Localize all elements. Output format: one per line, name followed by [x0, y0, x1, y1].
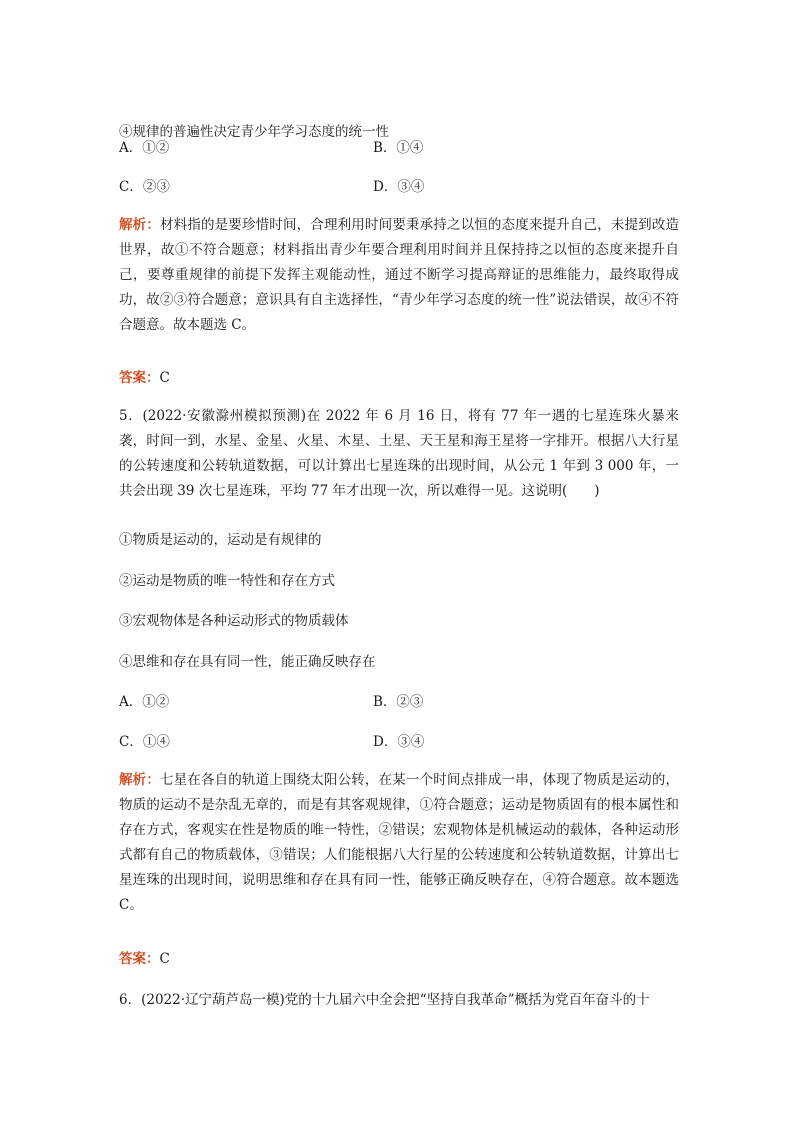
q5-item-2: ②运动是物质的唯一特性和存在方式 [119, 573, 335, 589]
q4-option-d: D．③④ [373, 179, 425, 195]
q4-option-b: B．①④ [373, 140, 424, 156]
q4-analysis-label: 解析： [119, 217, 160, 233]
q4-options-row-1 [119, 138, 679, 158]
q5-analysis [119, 768, 679, 918]
q5-options-row-1 [119, 692, 679, 712]
q5-option-a: A．①② [119, 694, 170, 710]
q5-options-row-2 [119, 732, 679, 752]
q4-analysis [119, 213, 679, 338]
q6-stem: 6．(2022·辽宁葫芦岛一模)党的十九届六中全会把“坚持自我革命”概括为党百年奋斗的十 [119, 992, 650, 1008]
q5-option-c: C．①④ [119, 734, 170, 750]
q5-stem: 5．(2022·安徽滁州模拟预测)在 2022 年 6 月 16 日，将有 77 年一遇的七星连珠火暴来袭，时间一到，水星、金星、火星、木星、土星、天王星和海王星将一字排开。根据八大行星的公转速度和公转轨道数据，可以计算出七星连珠的出现时间，从公元 1 年到 3 000 年，一共会出现 39 次七星连珠，平均 77 年才出现一次，所以难得一见。这说明( ) [119, 408, 679, 499]
q4-option-c: C．②③ [119, 179, 170, 195]
q5-item-4: ④思维和存在具有同一性，能正确反映存在 [119, 654, 376, 670]
q5-analysis-text: 七星在各自的轨道上围绕太阳公转，在某一个时间点排成一串，体现了物质是运动的，物质的运动不是杂乱无章的，而是有其客观规律，①符合题意；运动是物质固有的根本属性和存在方式，客观实在性是物质的唯一特性，②错误；宏观物体是机械运动的载体，各种运动形式都有自己的物质载体，③错误；人们能根据八大行星的公转速度和公转轨道数据，计算出七星连珠的出现时间，说明思维和存在具有同一性，能够正确反映存在，④符合题意。故本题选 C。 [119, 772, 680, 913]
q5-item-1: ①物质是运动的，运动是有规律的 [119, 532, 322, 548]
q5-answer-value: C [159, 951, 170, 967]
q5-option-b: B．②③ [373, 694, 424, 710]
q5-analysis-label: 解析： [119, 772, 160, 788]
q4-answer-label: 答案： [119, 370, 160, 386]
q5-item-3: ③宏观物体是各种运动形式的物质载体 [119, 613, 349, 629]
q4-analysis-text: 材料指的是要珍惜时间，合理利用时间要秉承持之以恒的态度来提升自己，未提到改造世界，故①不符合题意；材料指出青少年要合理利用时间并且保持持之以恒的态度来提升自己，要尊重规律的前提下发挥主观能动性，通过不断学习提高辩证的思维能力，最终取得成功，故②③符合题意；意识具有自主选择性，“青少年学习态度的统一性”说法错误，故④不符合题意。故本题选 C。 [119, 217, 680, 333]
q5-answer [119, 949, 170, 969]
q4-options-row-2 [119, 177, 679, 197]
q4-answer [119, 368, 170, 388]
q4-item-4: ④规律的普遍性决定青少年学习态度的统一性 [119, 124, 389, 140]
q4-answer-value: C [159, 370, 170, 386]
q4-option-a: A．①② [119, 140, 170, 156]
q5-answer-label: 答案： [119, 951, 160, 967]
q5-option-d: D．③④ [373, 734, 425, 750]
